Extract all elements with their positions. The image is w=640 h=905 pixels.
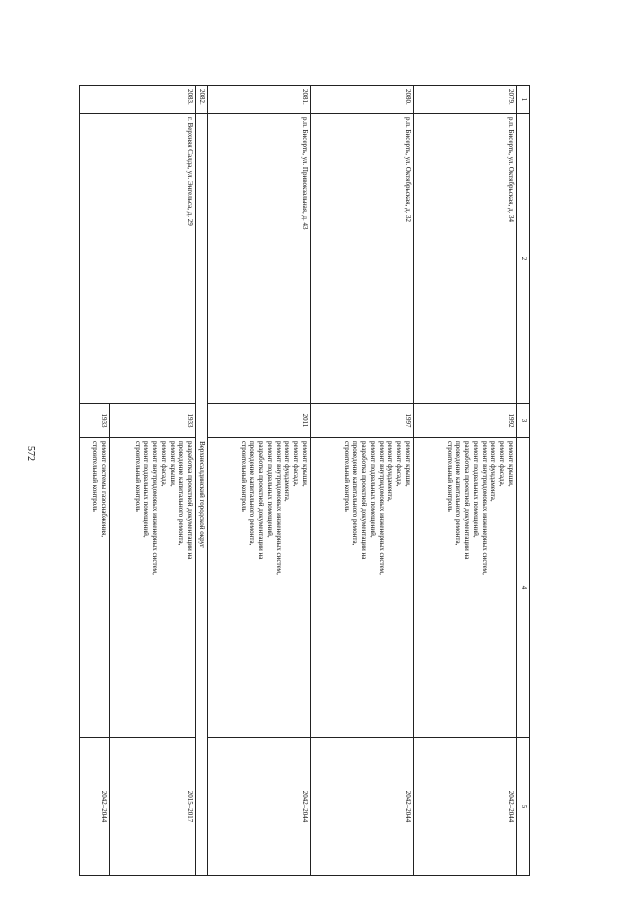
work-item: строительный контроль — [91, 441, 100, 512]
work-item: строительный контроль — [239, 441, 248, 512]
work-item: строительный контроль — [133, 441, 142, 512]
header-cell: 2 — [517, 114, 530, 404]
work-item: ремонт фасада, — [395, 441, 404, 487]
address-cell: г. Верхняя Салда, ул. Энгельса, д. 29 — [80, 114, 196, 404]
works-cell — [110, 438, 196, 738]
header-cell: 5 — [517, 738, 530, 876]
header-row — [517, 86, 530, 876]
address-cell: р.п. Бисерть, ул. Привокзальная, д. 43 — [208, 114, 311, 404]
work-item: ремонт крыши, — [507, 441, 515, 487]
work-item: ремонт фасада, — [292, 441, 301, 487]
work-item: строительный контроль — [445, 441, 454, 512]
year-cell: 1997 — [311, 404, 414, 438]
year-cell: 1992 — [414, 404, 517, 438]
repair-schedule-table — [79, 85, 530, 876]
work-item: ремонт внутридомовых инженерных систем, — [151, 441, 160, 575]
address-cell: р.п. Бисерть, ул. Октябрьская, д. 32 — [311, 114, 414, 404]
period-cell: 2042–2044 — [414, 738, 517, 876]
work-item: разработка проектной документации на — [463, 441, 472, 560]
header-cell: 1 — [517, 86, 530, 114]
row-number: 2082. — [196, 86, 208, 114]
work-item: ремонт подвальных помещений, — [472, 441, 480, 538]
table-row — [208, 86, 311, 876]
table-row — [414, 86, 517, 876]
district-row — [196, 86, 208, 876]
period-cell: 2015–2017 — [110, 738, 196, 876]
period-cell: 2042–2044 — [208, 738, 311, 876]
table-row — [110, 86, 196, 876]
works-cell — [80, 438, 110, 738]
work-item: проведение капитального ремонта, — [351, 441, 360, 546]
work-item: ремонт фундамента, — [386, 441, 395, 502]
work-item: разработка проектной документации на — [186, 441, 195, 560]
rotated-table-container — [88, 85, 530, 875]
work-item: ремонт внутридомовых инженерных систем, — [480, 441, 489, 575]
year-cell: 1933 — [80, 404, 110, 438]
work-item: ремонт внутридомовых инженерных систем, — [377, 441, 386, 575]
work-item: ремонт подвальных помещений, — [369, 441, 377, 538]
address-cell: р.п. Бисерть, ул. Октябрьская, д. 34 — [414, 114, 517, 404]
work-item: ремонт крыши, — [301, 441, 309, 487]
year-cell: 2011 — [208, 404, 311, 438]
row-number: 2080. — [311, 86, 414, 114]
work-item: ремонт внутридомовых инженерных систем, — [274, 441, 283, 575]
year-cell: 1933 — [110, 404, 196, 438]
works-cell — [414, 438, 517, 738]
table-row — [311, 86, 414, 876]
work-item: ремонт подвальных помещений, — [142, 441, 151, 538]
works-cell — [311, 438, 414, 738]
works-cell — [208, 438, 311, 738]
period-cell: 2042–2044 — [311, 738, 414, 876]
work-item: ремонт фундамента, — [283, 441, 292, 502]
header-cell: 4 — [517, 438, 530, 738]
work-item: ремонт фасада, — [160, 441, 168, 487]
row-number: 2081. — [208, 86, 311, 114]
page-number: 572 — [25, 446, 36, 461]
work-item: ремонт крыши, — [404, 441, 412, 487]
work-item: ремонт системы газоснабжения, — [100, 441, 109, 538]
work-item: ремонт фундамента, — [489, 441, 498, 502]
work-item: проведение капитального ремонта, — [248, 441, 257, 546]
row-number: 2079. — [414, 86, 517, 114]
work-item: ремонт подвальных помещений, — [266, 441, 274, 538]
work-item: ремонт фасада, — [498, 441, 507, 487]
work-item: проведение капитального ремонта, — [177, 441, 186, 546]
work-item: строительный контроль — [342, 441, 351, 512]
district-name: Верхнесалдинский городской округ — [196, 114, 208, 876]
row-number: 2083. — [80, 86, 196, 114]
period-cell: 2042–2044 — [80, 738, 110, 876]
work-item: разработка проектной документации на — [257, 441, 266, 560]
work-item: ремонт крыши, — [168, 441, 177, 487]
work-item: разработка проектной документации на — [360, 441, 369, 560]
header-cell: 3 — [517, 404, 530, 438]
work-item: проведение капитального ремонта, — [454, 441, 463, 546]
